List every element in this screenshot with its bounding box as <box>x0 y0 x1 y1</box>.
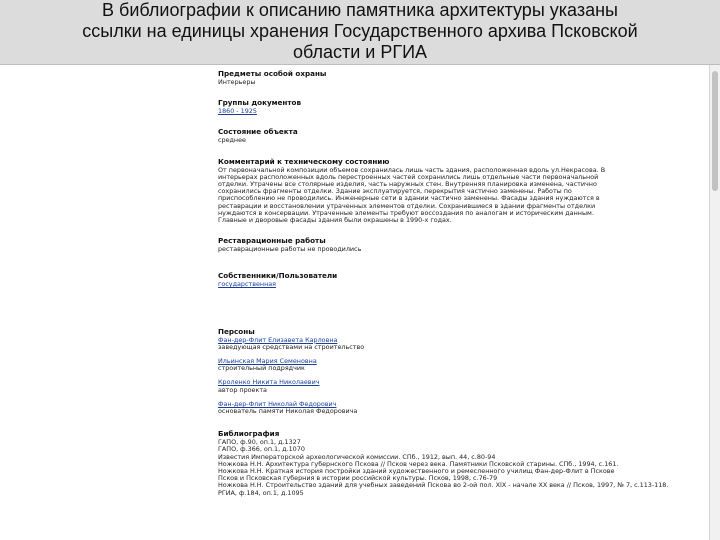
section-value: среднее <box>218 136 246 145</box>
person-role: строительный подрядчик <box>218 364 305 373</box>
bibliography-item: Ножкова Н.Н. Краткая история постройки зданий художественного и ремесленного училищ Фан-дер-Флит в Пскове <box>218 467 615 476</box>
section-value: Интерьеры <box>218 78 256 86</box>
section-title: Группы документов <box>218 98 302 108</box>
bibliography-item: ГАПО, ф.90, оп.1, д.1327 <box>218 438 301 447</box>
section-value: реставрационные работы не проводились <box>218 245 362 254</box>
section-title: Комментарий к техническому состоянию <box>218 156 390 166</box>
owner-link[interactable]: государственная <box>218 280 277 289</box>
person-link[interactable]: Фан-дер-Флит Елизавета Карловна <box>218 335 338 344</box>
slide-title-line-3: области и РГИА <box>292 42 428 62</box>
web-page-screenshot <box>0 65 720 540</box>
section-owners <box>218 271 608 288</box>
person-link[interactable]: Фан-дер-Флит Николай Федорович <box>218 399 337 408</box>
section-title: Реставрационные работы <box>218 236 326 246</box>
bibliography-item: РГИА, ф.184, оп.1, д.1095 <box>218 488 304 497</box>
person-item <box>218 358 608 372</box>
person-role: автор проекта <box>218 385 267 394</box>
bibliography-item: Псков и Псковская губерния в истории российской культуры. Псков, 1998, с.76-79 <box>218 474 498 483</box>
scrollbar-thumb[interactable] <box>712 71 718 191</box>
person-item <box>218 401 608 415</box>
slide-title-line-2: ссылки на единицы хранения Государственного архива Псковской <box>82 21 638 41</box>
vertical-scrollbar[interactable] <box>709 65 720 540</box>
section-bibliography <box>218 429 669 497</box>
person-link[interactable]: Ильинская Мария Семеновна <box>218 357 317 366</box>
bibliography-item: Ножкова Н.Н. Строительство зданий для учебных заведений Пскова во 2-ой пол. XIX - начале XX века // Псков, 1997, № 7, с.113-118. <box>218 481 669 490</box>
bibliography-item: Известия Императорской археологической комиссии. СПб., 1912, вып. 44, с.80-94 <box>218 452 496 461</box>
person-item <box>218 337 608 351</box>
section-title: Состояние объекта <box>218 127 298 137</box>
bibliography-item: Ножкова Н.Н. Архитектура губернского Пскова // Псков через века. Памятники Псковской старины. СПб., 1994, с.161. <box>218 459 619 468</box>
section-title: Собственники/Пользователи <box>218 271 338 281</box>
section-restoration <box>218 236 608 253</box>
person-item <box>218 379 608 393</box>
person-role: заведующая средствами на строительство <box>218 342 365 351</box>
monument-description <box>218 69 669 509</box>
slide-title <box>0 0 720 65</box>
person-role: основатель памяти Николая Федоровича <box>218 407 358 416</box>
section-comment <box>218 157 608 225</box>
person-link[interactable]: Кроленко Никита Николаевич <box>218 378 320 387</box>
slide-title-line-1: В библиографии к описанию памятника архитектуры указаны <box>102 0 618 20</box>
section-title: Персоны <box>218 326 255 336</box>
bibliography-item: ГАПО, ф.366, оп.1, д.1070 <box>218 445 305 454</box>
section-protection <box>218 69 608 86</box>
section-condition <box>218 127 608 144</box>
section-persons <box>218 327 608 416</box>
section-title: Предметы особой охраны <box>218 69 327 78</box>
doc-group-link[interactable]: 1860 - 1925 <box>218 107 257 116</box>
section-doc-groups <box>218 98 608 115</box>
comment-text: От первоначальной композиции объемов сохранилась лишь часть здания, расположенная вдоль ул.Некрасова. В интерьерах расположенных вдоль перестроенных частей сохранились лишь отдельные части первоначальной отделки. Утрачены все столярные изделия, часть наружных стен. Внутренняя планировка изменена, частично сохранились фрагменты отделки. Здание эксплуатируется, перекрытия частично заменены. Работы по приспособлению не проводились. Инженерные сети в здании частично заменены. Фасады здания нуждаются в реставрации и восстановлении утраченных элементов отделки. Сохранившиеся в здании фрагменты отделки нуждаются в консервации. Утраченные элементы требуют воссоздания по аналогам и историческим данным. Главные и дворовые фасады здания были окрашены в 1990-х годах. <box>218 165 606 225</box>
section-title: Библиография <box>218 429 280 439</box>
